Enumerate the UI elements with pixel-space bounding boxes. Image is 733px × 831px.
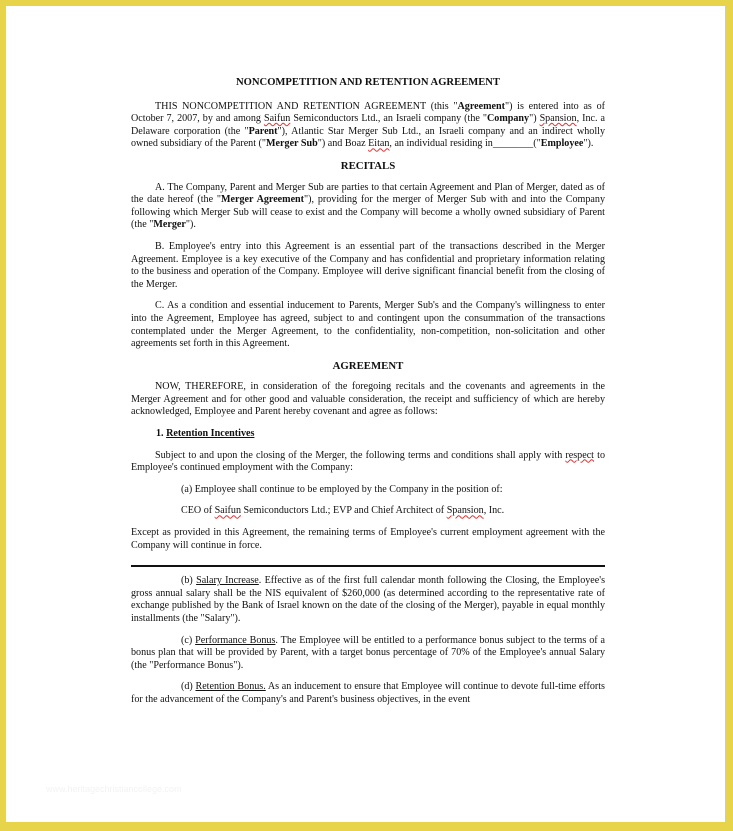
text-run: A. The Company, Parent and Merger Sub are parties to that certain Agreement and Plan of Merger, dated as of the date hereof (the " bbox=[131, 181, 605, 206]
text-run: , Inc. a Delaware corporation (the " bbox=[131, 113, 605, 137]
item-c bbox=[131, 635, 605, 673]
section-1-heading bbox=[156, 428, 605, 441]
defined-term-merger-sub: Merger Sub bbox=[266, 138, 318, 150]
recital-c: C. As a condition and essential inducement to Parents, Merger Sub's and the Company's willingness to enter into the Agreement, Employee has agreed, subject to and contingent upon the consummation of the transactions contemplated under the Merger Agreement, to the confidentiality, non-competition, non-solicitation and other agreements set forth in this Agreement. bbox=[131, 300, 605, 350]
spellcheck-word: Saifun bbox=[214, 505, 242, 517]
spellcheck-word: Spansion bbox=[539, 113, 577, 125]
item-a: (a) Employee shall continue to be employed by the Company in the position of: bbox=[181, 483, 503, 495]
recitals-heading: RECITALS bbox=[340, 159, 396, 172]
defined-term-agreement: Agreement bbox=[457, 100, 505, 112]
document-body bbox=[131, 77, 605, 716]
text-run: "). bbox=[583, 138, 594, 150]
defined-term-employee: Employee bbox=[540, 138, 584, 150]
text-run: THIS NONCOMPETITION AND RETENTION AGREEMENT (this " bbox=[155, 100, 458, 112]
item-title: Performance Bonus bbox=[195, 634, 276, 646]
spellcheck-word: Saifun bbox=[263, 113, 291, 125]
text-run: , an individual residing in________(" bbox=[389, 138, 541, 150]
section-title: Retention Incentives bbox=[166, 428, 255, 440]
text-run: ") is entered into as of October 7, 2007, by and among bbox=[131, 100, 605, 125]
text-run: "), providing for the merger of Merger Sub with and into the Company following which Merger Sub will cease to exist and the Company will become a wholly owned subsidiary of Parent (the " bbox=[131, 194, 605, 231]
document-page bbox=[6, 6, 725, 822]
item-label: (b) bbox=[181, 575, 197, 587]
item-label: (d) bbox=[181, 681, 196, 693]
except-paragraph: Except as provided in this Agreement, the remaining terms of Employee's current employment agreement with the Company will continue in force. bbox=[131, 527, 605, 551]
spellcheck-word: Spansion bbox=[446, 505, 484, 517]
spellcheck-word: respect bbox=[565, 449, 594, 461]
item-d bbox=[131, 681, 605, 706]
watermark: www.heritagechristiancollege.com bbox=[46, 784, 182, 794]
document-title: NONCOMPETITION AND RETENTION AGREEMENT bbox=[236, 77, 500, 88]
text-run: . Effective as of the first full calendar month following the Closing, the Employee's gross annual salary shall be the NIS equivalent of $260,000 (as determined according to the representative rate of exchange published by the Bank of Israel known on the date of the closing of the Merger), payable in equal monthly installments (the "Salary"). bbox=[131, 575, 605, 624]
spellcheck-word: Eitan bbox=[368, 138, 390, 150]
item-label: (c) bbox=[181, 634, 196, 646]
text-run: "), Atlantic Star Merger Sub Ltd., an Israeli company and an indirect wholly owned subsidiary of the Parent (" bbox=[131, 125, 605, 150]
text-run: to Employee's continued employment with the Company: bbox=[131, 449, 606, 474]
text-run: "). bbox=[185, 219, 196, 231]
item-b bbox=[131, 575, 605, 625]
text-run: . The Employee will be entitled to a performance bonus subject to the terms of a bonus plan that will be provided by Parent, with a target bonus percentage of 70% of the Employee's annual Salary (the "Performance Bonus"). bbox=[131, 634, 606, 671]
text-run: As an inducement to ensure that Employee will continue to devote full-time efforts for the advancement of the Company's and Parent's business objectives, in the event bbox=[131, 681, 605, 705]
text-run: ") and Boaz bbox=[317, 138, 369, 150]
defined-term-merger: Merger bbox=[153, 219, 186, 231]
text-run: Semiconductors Ltd., an Israeli company (the " bbox=[290, 113, 487, 125]
item-title: Retention Bonus. bbox=[195, 681, 266, 693]
item-title: Salary Increase bbox=[196, 575, 259, 587]
page-break-rule bbox=[131, 565, 605, 567]
section-number: 1. bbox=[156, 428, 167, 440]
recital-b: B. Employee's entry into this Agreement is an essential part of the transactions described in the Merger Agreement. Employee is a key executive of the Company and has confidential and proprietary information relating to the business and operation of the Company. Employee will derive significant financial benefit from the closing of the Merger. bbox=[131, 240, 605, 290]
text-run: ") bbox=[529, 113, 540, 125]
text-run: Semiconductors Ltd.; EVP and Chief Architect of bbox=[241, 505, 447, 517]
text-run: CEO of bbox=[181, 505, 215, 517]
now-therefore-paragraph: NOW, THEREFORE, in consideration of the foregoing recitals and the covenants and agreements in the Merger Agreement and for other good and valuable consideration, the receipt and sufficiency of which are hereby acknowledged, Employee and Parent hereby covenant and agree as follows: bbox=[131, 381, 605, 418]
defined-term-merger-agreement: Merger Agreement bbox=[221, 194, 305, 206]
recital-a bbox=[131, 182, 605, 232]
text-run: Subject to and upon the closing of the Merger, the following terms and conditions shall apply with bbox=[155, 449, 566, 461]
defined-term-parent: Parent bbox=[248, 125, 278, 137]
intro-paragraph bbox=[131, 101, 605, 151]
defined-term-company: Company bbox=[487, 113, 530, 125]
text-run: , Inc. bbox=[483, 505, 505, 517]
position-line bbox=[181, 505, 605, 518]
agreement-heading: AGREEMENT bbox=[332, 359, 404, 372]
subject-paragraph bbox=[131, 450, 605, 475]
